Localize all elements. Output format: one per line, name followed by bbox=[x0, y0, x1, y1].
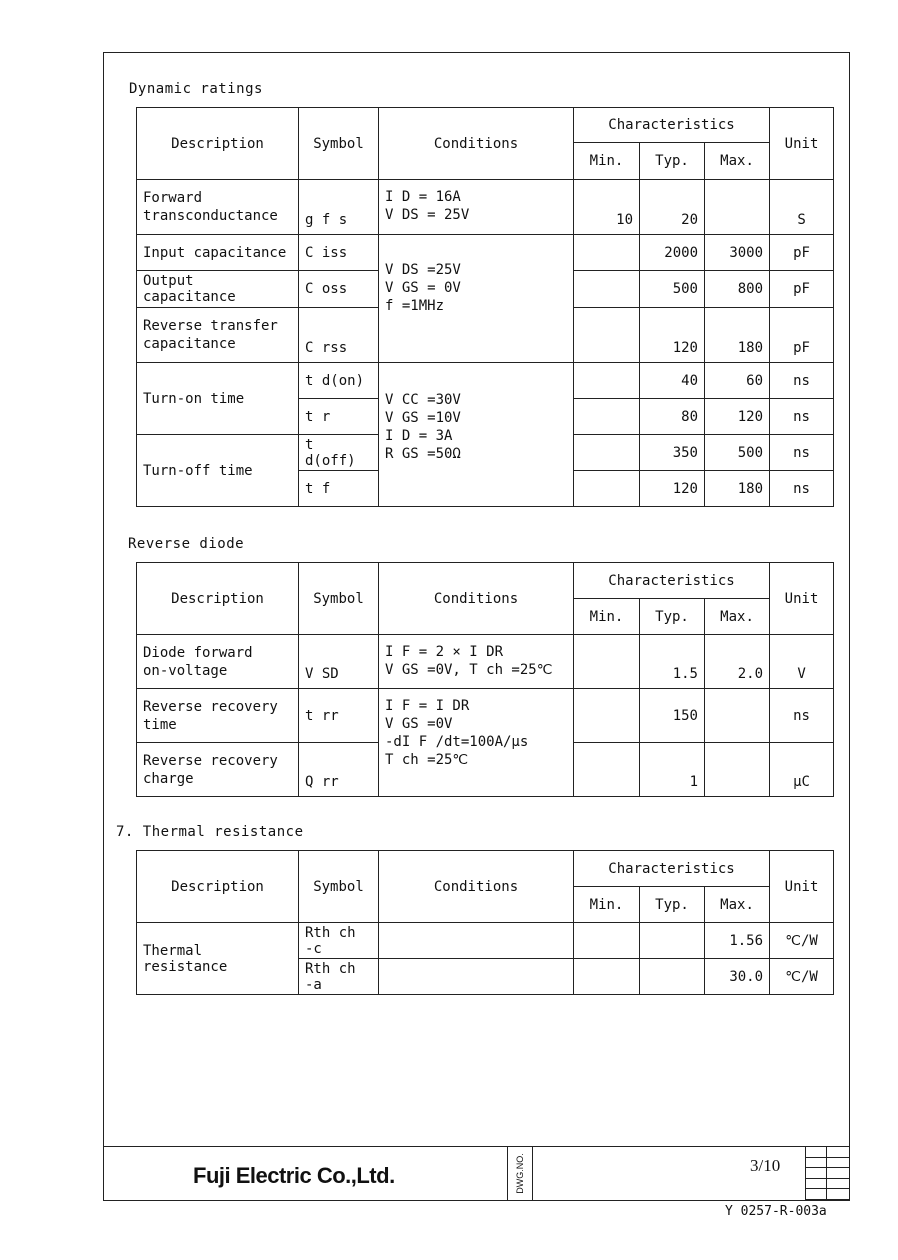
row-typ: 80 bbox=[640, 399, 705, 435]
row-symbol: Rth ch -c bbox=[299, 923, 379, 959]
hdr-characteristics: Characteristics bbox=[574, 563, 770, 599]
row-typ: 150 bbox=[640, 689, 705, 743]
thermal-title: 7. Thermal resistance bbox=[116, 824, 304, 840]
thermal-desc: Thermal resistance bbox=[137, 923, 299, 995]
hdr-characteristics: Characteristics bbox=[574, 851, 770, 887]
dynamic-ratings-title: Dynamic ratings bbox=[129, 81, 263, 97]
revision-grid-divider bbox=[826, 1147, 827, 1200]
hdr-typ: Typ. bbox=[640, 599, 705, 635]
row-unit: S bbox=[770, 180, 834, 235]
row-max: 180 bbox=[705, 471, 770, 507]
row-typ: 1.5 bbox=[640, 635, 705, 689]
row-conditions bbox=[379, 923, 574, 959]
row-unit: ℃/W bbox=[770, 959, 834, 995]
row-desc: Reverse recovery charge bbox=[137, 743, 299, 797]
row-min: 10 bbox=[574, 180, 640, 235]
hdr-unit: Unit bbox=[770, 563, 834, 635]
row-typ: 120 bbox=[640, 471, 705, 507]
row-symbol: t d(on) bbox=[299, 363, 379, 399]
row-desc: Reverse recovery time bbox=[137, 689, 299, 743]
row-typ: 40 bbox=[640, 363, 705, 399]
hdr-typ: Typ. bbox=[640, 887, 705, 923]
dynamic-ratings-table bbox=[136, 107, 834, 507]
row-desc: Forward transconductance bbox=[137, 180, 299, 235]
hdr-typ: Typ. bbox=[640, 143, 705, 180]
hdr-min: Min. bbox=[574, 599, 640, 635]
row-min bbox=[574, 471, 640, 507]
thermal-table bbox=[136, 850, 834, 995]
hdr-unit: Unit bbox=[770, 108, 834, 180]
reverse-diode-title: Reverse diode bbox=[128, 536, 245, 552]
footer-divider bbox=[103, 1146, 850, 1147]
row-unit: ns bbox=[770, 399, 834, 435]
row-typ: 120 bbox=[640, 308, 705, 363]
recovery-conditions: I F = I DR V GS =0V -dI F /dt=100A/μs T ch =25℃ bbox=[379, 689, 574, 797]
switching-conditions: V CC =30V V GS =10V I D = 3A R GS =50Ω bbox=[379, 363, 574, 507]
hdr-description: Description bbox=[137, 851, 299, 923]
row-min bbox=[574, 308, 640, 363]
hdr-description: Description bbox=[137, 563, 299, 635]
row-max bbox=[705, 689, 770, 743]
hdr-min: Min. bbox=[574, 887, 640, 923]
hdr-conditions: Conditions bbox=[379, 563, 574, 635]
row-unit: ns bbox=[770, 435, 834, 471]
row-max: 180 bbox=[705, 308, 770, 363]
drawing-number-box bbox=[507, 1147, 533, 1200]
row-conditions bbox=[379, 959, 574, 995]
row-min bbox=[574, 635, 640, 689]
row-max: 1.56 bbox=[705, 923, 770, 959]
hdr-characteristics: Characteristics bbox=[574, 108, 770, 143]
row-typ bbox=[640, 959, 705, 995]
hdr-max: Max. bbox=[705, 887, 770, 923]
row-typ: 2000 bbox=[640, 235, 705, 271]
row-symbol: t r bbox=[299, 399, 379, 435]
hdr-description: Description bbox=[137, 108, 299, 180]
hdr-conditions: Conditions bbox=[379, 851, 574, 923]
row-symbol: Rth ch -a bbox=[299, 959, 379, 995]
row-desc: Output capacitance bbox=[137, 271, 299, 308]
row-unit: V bbox=[770, 635, 834, 689]
row-min bbox=[574, 959, 640, 995]
row-unit: pF bbox=[770, 308, 834, 363]
row-min bbox=[574, 743, 640, 797]
reverse-diode-table bbox=[136, 562, 834, 797]
hdr-max: Max. bbox=[705, 599, 770, 635]
row-symbol: C oss bbox=[299, 271, 379, 308]
row-unit: μC bbox=[770, 743, 834, 797]
company-name: Fuji Electric Co.,Ltd. bbox=[193, 1163, 395, 1188]
row-symbol: C iss bbox=[299, 235, 379, 271]
row-typ: 500 bbox=[640, 271, 705, 308]
row-typ: 350 bbox=[640, 435, 705, 471]
row-symbol: C rss bbox=[299, 308, 379, 363]
row-typ bbox=[640, 923, 705, 959]
row-unit: pF bbox=[770, 235, 834, 271]
row-max bbox=[705, 743, 770, 797]
hdr-max: Max. bbox=[705, 143, 770, 180]
row-min bbox=[574, 271, 640, 308]
row-symbol: t rr bbox=[299, 689, 379, 743]
row-max: 3000 bbox=[705, 235, 770, 271]
revision-grid bbox=[805, 1147, 850, 1200]
row-min bbox=[574, 363, 640, 399]
row-symbol: Q rr bbox=[299, 743, 379, 797]
hdr-symbol: Symbol bbox=[299, 563, 379, 635]
row-unit: ns bbox=[770, 689, 834, 743]
row-min bbox=[574, 399, 640, 435]
row-typ: 1 bbox=[640, 743, 705, 797]
row-symbol: t f bbox=[299, 471, 379, 507]
row-desc: Reverse transfer capacitance bbox=[137, 308, 299, 363]
row-unit: ℃/W bbox=[770, 923, 834, 959]
row-typ: 20 bbox=[640, 180, 705, 235]
row-max: 60 bbox=[705, 363, 770, 399]
row-min bbox=[574, 923, 640, 959]
row-symbol: t d(off) bbox=[299, 435, 379, 471]
row-min bbox=[574, 435, 640, 471]
document-reference: Y 0257-R-003a bbox=[725, 1204, 827, 1219]
turn-on-desc: Turn-on time bbox=[137, 363, 299, 435]
row-max: 30.0 bbox=[705, 959, 770, 995]
row-max bbox=[705, 180, 770, 235]
capacitance-conditions: V DS =25V V GS = 0V f =1MHz bbox=[379, 235, 574, 363]
row-max: 800 bbox=[705, 271, 770, 308]
hdr-unit: Unit bbox=[770, 851, 834, 923]
row-min bbox=[574, 689, 640, 743]
hdr-symbol: Symbol bbox=[299, 851, 379, 923]
page-number: 3/10 bbox=[750, 1156, 781, 1175]
hdr-conditions: Conditions bbox=[379, 108, 574, 180]
turn-off-desc: Turn-off time bbox=[137, 435, 299, 507]
row-max: 500 bbox=[705, 435, 770, 471]
row-unit: ns bbox=[770, 471, 834, 507]
hdr-min: Min. bbox=[574, 143, 640, 180]
row-symbol: g f s bbox=[299, 180, 379, 235]
row-desc: Diode forward on-voltage bbox=[137, 635, 299, 689]
row-conditions: I F = 2 × I DR V GS =0V, T ch =25℃ bbox=[379, 635, 574, 689]
row-conditions: I D = 16A V DS = 25V bbox=[379, 180, 574, 235]
row-symbol: V SD bbox=[299, 635, 379, 689]
drawing-number-label: DWG.NO. bbox=[515, 1153, 525, 1194]
row-unit: ns bbox=[770, 363, 834, 399]
row-desc: Input capacitance bbox=[137, 235, 299, 271]
row-unit: pF bbox=[770, 271, 834, 308]
row-max: 2.0 bbox=[705, 635, 770, 689]
row-min bbox=[574, 235, 640, 271]
row-max: 120 bbox=[705, 399, 770, 435]
hdr-symbol: Symbol bbox=[299, 108, 379, 180]
